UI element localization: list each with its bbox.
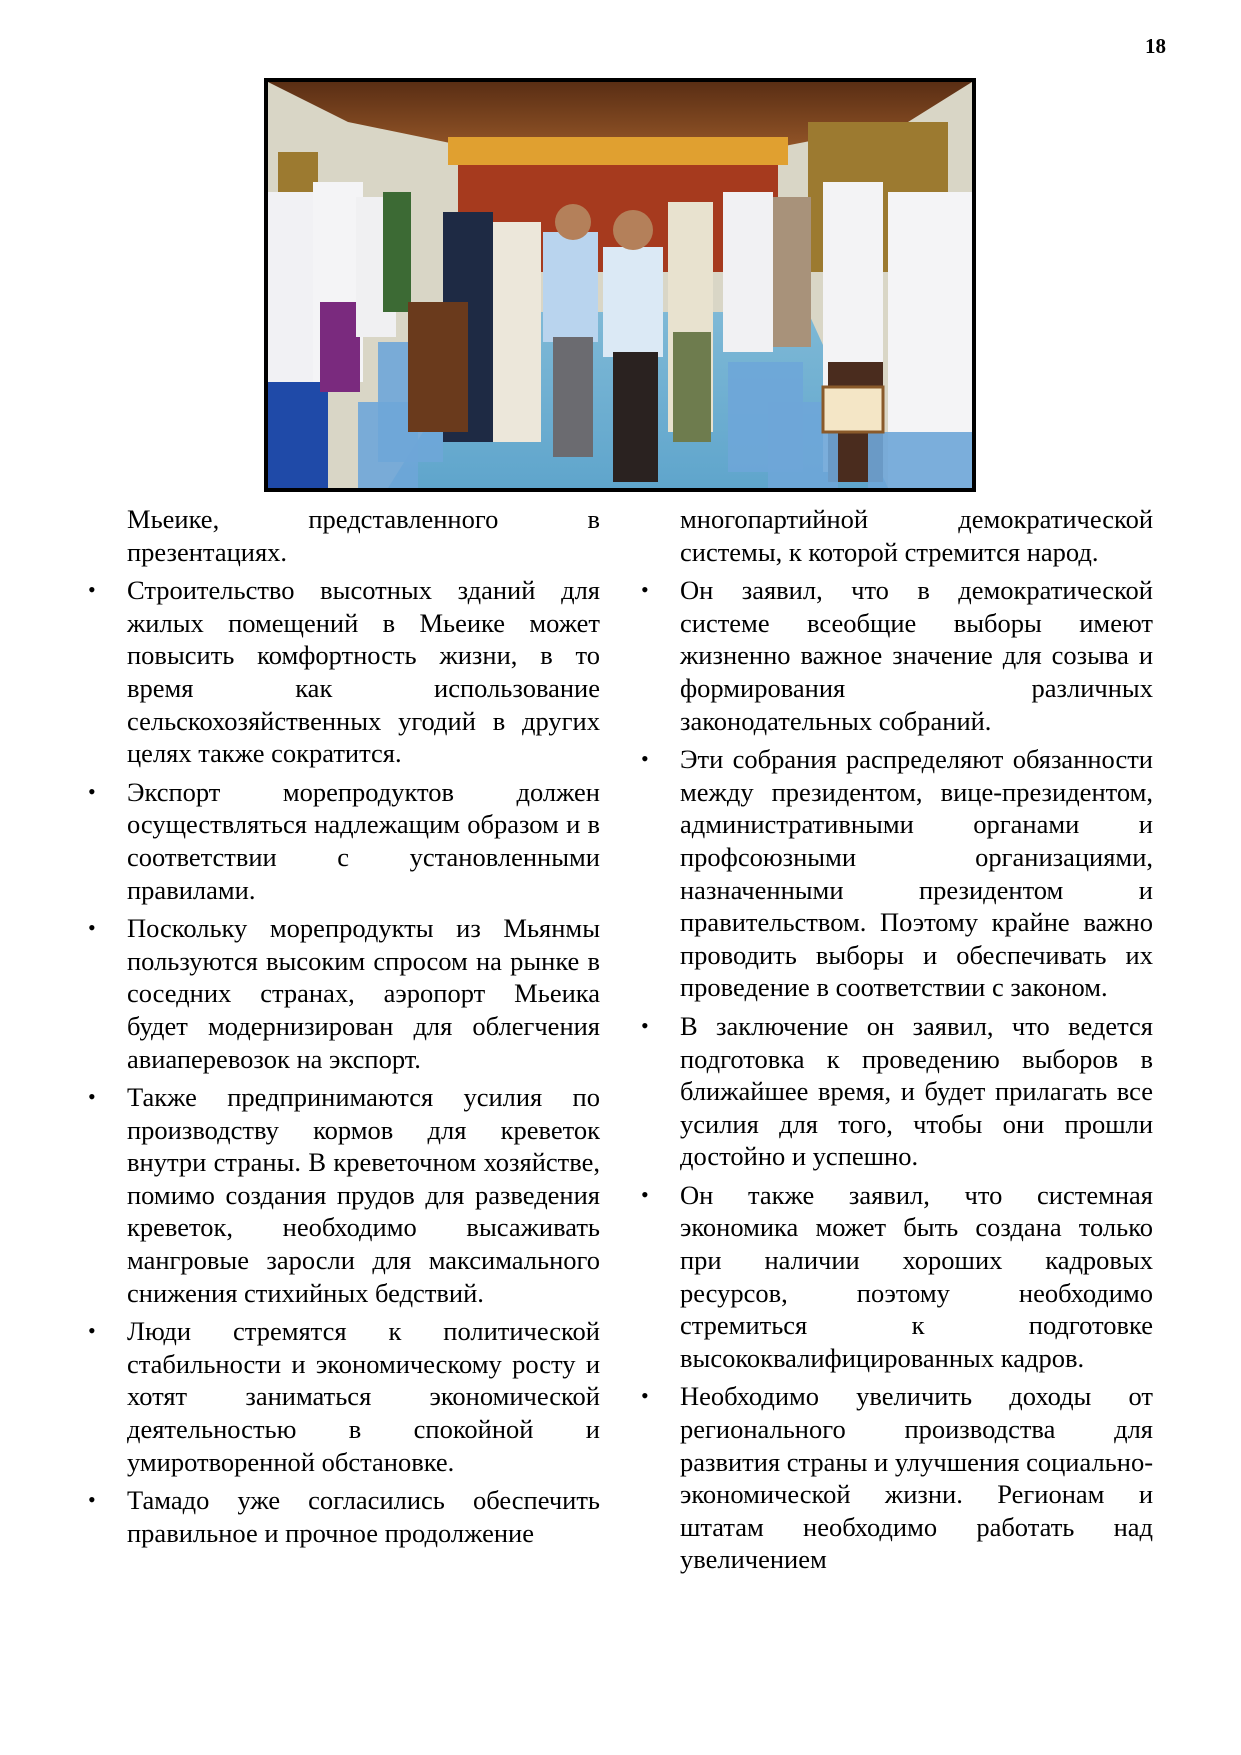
person-right-police (773, 197, 811, 347)
person-right-2 (723, 192, 773, 352)
list-item (80, 1315, 600, 1478)
list-item (80, 1081, 600, 1309)
list-item-text: Поскольку морепродукты из Мьянмы пользуются высоким спросом на рынке в соседних странах, аэропорт Мьеика будет модернизирован для облегчения авиаперевозок на экспорт. (127, 913, 600, 1074)
list-item-text: Тамадо уже согласились обеспечить правильное и прочное продолжение (127, 1485, 600, 1548)
official-head-1 (555, 204, 591, 240)
meeting-photo (264, 78, 976, 492)
bullet-icon: • (88, 1318, 96, 1344)
bullet-icon: • (88, 577, 96, 603)
name-sign (823, 387, 883, 432)
official-blue-trousers (553, 337, 593, 457)
list-item-text: Строительство высотных зданий для жилых помещений в Мьеике может повысить комфортность жизни, в то время как использование сельскохозяйственных угодий в других целях также сократится. (127, 575, 600, 769)
list-item (633, 1010, 1153, 1173)
official-head-2 (613, 210, 653, 250)
bullet-icon: • (641, 746, 649, 772)
list-item (80, 574, 600, 770)
page-number: 18 (1145, 34, 1166, 58)
right-column (633, 503, 1153, 1582)
bullet-icon: • (641, 577, 649, 603)
bullet-icon: • (88, 1487, 96, 1513)
list-item-text: Также предпринимаются усилия по производству кормов для креветок внутри страны. В креветочном хозяйстве, помимо создания прудов для разведения креветок, необходимо высаживать мангровые заросли для максимального снижения стихийных бедствий. (127, 1082, 600, 1308)
list-item-text: Эти собрания распределяют обязанности между президентом, вице-президентом, административными органами и профсоюзными организациями, назначенными президентом и правительством. Поэтому крайне важно проводить выборы и обеспечивать их проведение в соответствии с законом. (680, 744, 1153, 1003)
chair-right-3 (868, 432, 972, 488)
list-item (633, 1179, 1153, 1375)
person-left-2-skirt (320, 302, 360, 392)
list-item-text: Он заявил, что в демократической системе всеобщие выборы имеют жизненно важное значение для созыва и формирования различных законодательных собраний. (680, 575, 1153, 736)
photo-illustration (268, 82, 972, 488)
continued-paragraph (633, 503, 1153, 568)
list-item-text: В заключение он заявил, что ведется подготовка к проведению выборов в ближайшее время, и будет прилагать все усилия для того, чтобы они прошли достойно и успешно. (680, 1010, 1153, 1172)
bullet-icon: • (641, 1383, 649, 1409)
paragraph-text: многопартийной демократической системы, к которой стремится народ. (680, 504, 1153, 567)
continued-paragraph (80, 503, 600, 568)
list-item (633, 1380, 1153, 1576)
paragraph-text: Мьеике, представленного в презентациях. (127, 504, 600, 567)
stage-valance (448, 137, 788, 165)
bullet-icon: • (88, 778, 96, 804)
bullet-icon: • (88, 915, 96, 941)
bullet-icon: • (641, 1012, 649, 1038)
official-dark-trousers (613, 352, 658, 482)
left-column (80, 503, 600, 1555)
bullet-icon: • (641, 1181, 649, 1207)
person-cream (493, 222, 541, 442)
podium (408, 302, 468, 432)
person-left-1-skirt (268, 382, 328, 488)
list-item (633, 743, 1153, 1004)
list-item (80, 776, 600, 906)
official-blue-shirt (543, 232, 598, 342)
bullet-icon: • (88, 1084, 96, 1110)
list-item-text: Он также заявил, что системная экономика может быть создана только при наличии хороших кадровых ресурсов, поэтому необходимо стремиться к подготовке высококвалифицированных кадров. (680, 1179, 1153, 1373)
list-item (80, 1484, 600, 1549)
list-item-text: Люди стремятся к политической стабильности и экономическому росту и хотят заниматься экономической деятельностью в спокойной и умиротворенной обстановке. (127, 1316, 600, 1477)
person-right-1-longyi (673, 332, 711, 442)
list-item-text: Экспорт морепродуктов должен осуществляться надлежащим образом и в соответствии с установленными правилами. (127, 776, 600, 905)
person-left-4 (383, 192, 411, 312)
official-white-shirt (603, 247, 663, 357)
list-item-text: Необходимо увеличить доходы от регионального производства для развития страны и улучшения социально-экономической жизни. Регионам и штатам необходимо работать над увеличением (680, 1381, 1154, 1575)
list-item (633, 574, 1153, 737)
list-item (80, 912, 600, 1075)
